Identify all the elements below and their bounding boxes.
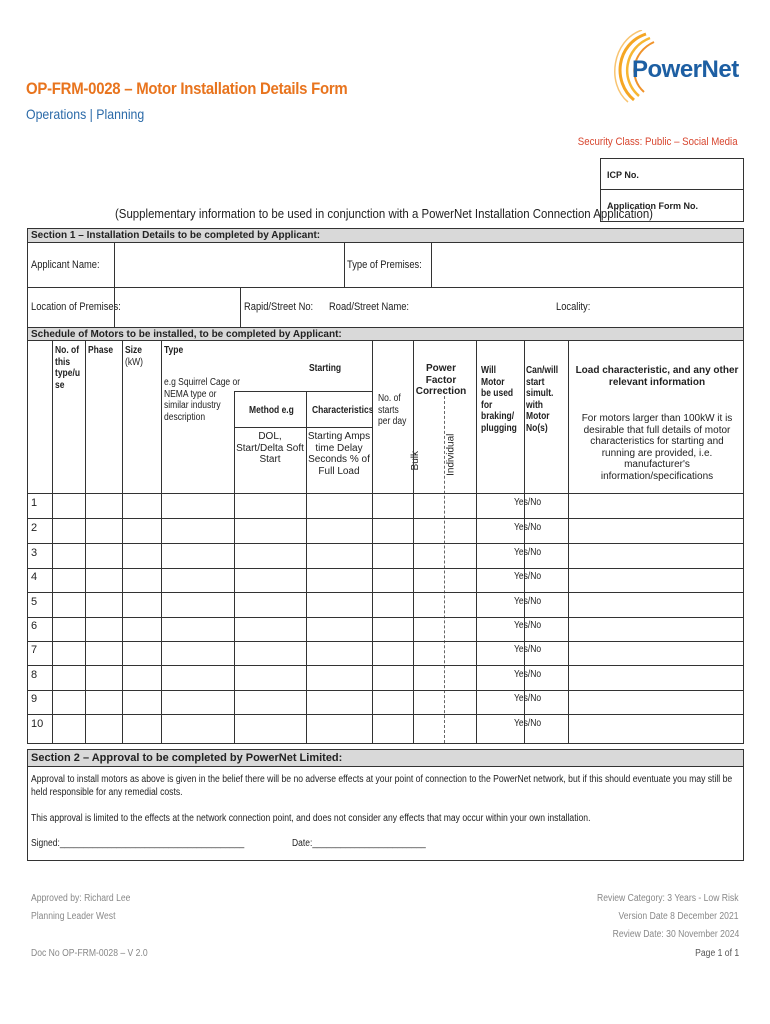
col-no-of-type: No. of this type/u se — [55, 345, 81, 391]
col-pf-correction: Power Factor Correction — [415, 363, 467, 397]
applicant-name-input[interactable] — [116, 245, 344, 285]
col-starts-per-day: No. of starts per day — [378, 393, 407, 427]
col-characteristics: Characteristics — [312, 405, 374, 416]
section-1-heading: Section 1 – Installation Details to be completed by Applicant: — [28, 229, 743, 243]
col-individual: Individual — [445, 433, 457, 476]
col-braking: Will Motor be used for braking/ plugging — [481, 365, 517, 434]
review-date: Review Date: 30 November 2024 — [612, 929, 739, 940]
braking-yesno: Yes/No — [514, 571, 542, 582]
braking-yesno: Yes/No — [514, 522, 542, 533]
col-method-eg: DOL, Start/Delta Soft Start — [236, 431, 304, 465]
col-method: Method e.g — [249, 405, 294, 416]
approval-paragraph: Approval to install motors as above is given in the belief there will be no adverse effects at your point of connection to the PowerNet network, but if this should eventuate you may still be held responsible for any remedial costs. — [31, 774, 733, 798]
col-phase: Phase — [88, 345, 114, 356]
date-field[interactable]: Date:________________________ — [292, 838, 426, 849]
signed-field[interactable]: Signed:_______________________________________ — [31, 838, 245, 849]
section-2 — [27, 749, 744, 861]
braking-yesno: Yes/No — [514, 693, 542, 704]
applicant-name-label: Applicant Name: — [31, 259, 100, 271]
icp-field[interactable]: ICP No. — [601, 159, 743, 190]
col-size: Size (kW) — [125, 345, 143, 368]
supplementary-note: (Supplementary information to be used in conjunction with a PowerNet Installation Connection Application) — [115, 206, 653, 221]
col-bulk: Bulk — [409, 451, 421, 471]
approval-limit-paragraph: This approval is limited to the effects at the network connection point, and does not consider any effects that may occur within your own installation. — [31, 813, 591, 824]
section-1: Section 1 – Installation Details to be completed by Applicant: Applicant Name: Type of Premises: Location of Premises: Rapid/Street No: Road/Street Name: Locality: Schedule of Motors to be installed, to be completed by Applicant: No. of this type/u se Phase Size (kW) Type e.g Squirrel Cage or NEMA type or similar industry description Starting Method e.g DOL, Start/Delta Soft Start Characteristics Starting Amps time Delay Seconds % of Full Load No. of starts per day Power Factor Correction Bulk Individual Will Motor be used for braking/ plugging Can/will start simult. with Motor No(s) Load characteristic, and any other relevant information For motors larger than 100kW it is desirable that full details of motor characteristics for starting and running are provided, i.e. manufacturer's information/specifications 1 Yes/No 2 Yes/No 3 Yes/No 4 Yes/No 5 Yes/No 6 Yes/No 7 Yes/No 8 Yes/No 9 Yes/No 10 Yes/No — [27, 228, 744, 744]
col-starting: Starting — [309, 363, 342, 374]
braking-yesno: Yes/No — [514, 596, 542, 607]
col-load-char: Load characteristic, and any other relevant information — [575, 365, 739, 388]
braking-yesno: Yes/No — [514, 669, 542, 680]
powernet-logo — [612, 30, 744, 106]
location-input[interactable] — [116, 289, 240, 325]
location-label: Location of Premises: — [31, 301, 121, 313]
approved-by: Approved by: Richard Lee — [31, 893, 131, 904]
braking-yesno: Yes/No — [514, 620, 542, 631]
schedule-heading: Schedule of Motors to be installed, to be completed by Applicant: — [28, 327, 743, 341]
form-title: OP-FRM-0028 – Motor Installation Details Form — [26, 79, 348, 98]
col-type-desc: e.g Squirrel Cage or NEMA type or similar industry description — [164, 377, 241, 423]
braking-yesno: Yes/No — [514, 718, 542, 729]
section-2-heading: Section 2 – Approval to be completed by PowerNet Limited: — [28, 750, 743, 767]
application-form-field[interactable]: Application Form No. — [607, 201, 698, 211]
security-class: Security Class: Public – Social Media — [578, 136, 738, 148]
rapid-street-label: Rapid/Street No: — [244, 301, 314, 313]
version-date: Version Date 8 December 2021 — [619, 911, 739, 922]
type-of-premises-label: Type of Premises: — [347, 259, 422, 271]
braking-yesno: Yes/No — [514, 644, 542, 655]
locality-label: Locality: — [556, 301, 591, 313]
braking-yesno: Yes/No — [514, 547, 542, 558]
review-category: Review Category: 3 Years - Low Risk — [597, 893, 739, 904]
col-type: Type — [164, 345, 184, 356]
type-of-premises-input[interactable] — [433, 245, 741, 285]
form-subtitle: Operations | Planning — [26, 106, 145, 122]
col-simult: Can/will start simult. with Motor No(s) — [526, 365, 559, 434]
logo-text: PowerNet — [632, 56, 739, 83]
doc-number: Doc No OP-FRM-0028 – V 2.0 — [31, 948, 148, 959]
col-load-note: For motors larger than 100kW it is desirable that full details of motor characteristics for starting and running are provided, i.e. manufacturer's information/specifications — [581, 413, 733, 482]
braking-yesno: Yes/No — [514, 497, 542, 508]
approver-role: Planning Leader West — [31, 911, 116, 922]
road-street-label: Road/Street Name: — [329, 301, 410, 313]
col-characteristics-eg: Starting Amps time Delay Seconds % of Full Load — [307, 431, 371, 477]
page-number: Page 1 of 1 — [695, 948, 739, 959]
